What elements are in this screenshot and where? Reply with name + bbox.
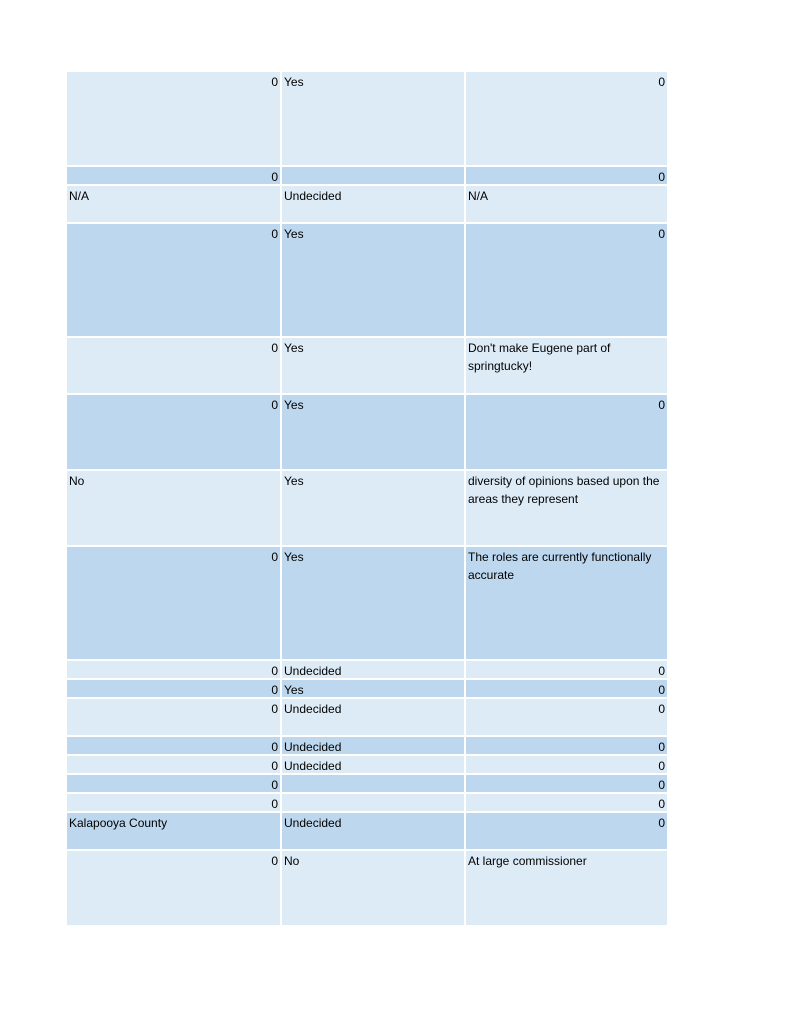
table-cell: Yes (282, 72, 464, 165)
table-row (67, 547, 665, 659)
table-cell: 0 (466, 661, 667, 678)
table-cell: 0 (67, 756, 280, 773)
table-cell: 0 (67, 224, 280, 336)
table-cell: Yes (282, 338, 464, 393)
table-row (67, 224, 665, 336)
table-cell: No (282, 851, 464, 925)
table-row (67, 851, 665, 925)
table-cell: 0 (466, 395, 667, 469)
table-cell: N/A (67, 186, 280, 222)
table-cell: Don't make Eugene part of springtucky! (466, 338, 667, 393)
table-cell: 0 (67, 395, 280, 469)
table-cell (282, 794, 464, 811)
table-row (67, 756, 665, 773)
table-cell: Kalapooya County (67, 813, 280, 849)
table-cell: Undecided (282, 186, 464, 222)
table-row (67, 167, 665, 184)
table-cell: 0 (67, 72, 280, 165)
table-row (67, 775, 665, 792)
table-cell: 0 (466, 775, 667, 792)
table-cell: 0 (466, 224, 667, 336)
table-cell (282, 775, 464, 792)
table-cell: Undecided (282, 661, 464, 678)
table-row (67, 737, 665, 754)
table-cell: 0 (466, 794, 667, 811)
table-row (67, 794, 665, 811)
table-cell: N/A (466, 186, 667, 222)
table-cell: diversity of opinions based upon the areas they represent (466, 471, 667, 545)
table-cell: Yes (282, 547, 464, 659)
table-cell: 0 (466, 756, 667, 773)
table-row (67, 813, 665, 849)
table-cell: 0 (466, 680, 667, 697)
table-cell: At large commissioner (466, 851, 667, 925)
table-cell (282, 167, 464, 184)
table-cell: Yes (282, 395, 464, 469)
table-cell: 0 (67, 699, 280, 735)
table-row (67, 680, 665, 697)
table-cell: Yes (282, 680, 464, 697)
table-cell: 0 (466, 699, 667, 735)
table-cell: Undecided (282, 813, 464, 849)
table-cell: 0 (67, 737, 280, 754)
table-row (67, 699, 665, 735)
table-cell: Undecided (282, 699, 464, 735)
table-cell: 0 (67, 851, 280, 925)
table-cell: The roles are currently functionally accurate (466, 547, 667, 659)
table-cell: 0 (67, 680, 280, 697)
table-cell: 0 (466, 737, 667, 754)
table-cell: Yes (282, 224, 464, 336)
table-cell: No (67, 471, 280, 545)
table-cell: 0 (67, 547, 280, 659)
table-cell: 0 (67, 338, 280, 393)
table-cell: 0 (67, 167, 280, 184)
table-cell: 0 (466, 72, 667, 165)
table-cell: 0 (67, 794, 280, 811)
table-row (67, 471, 665, 545)
table-row (67, 186, 665, 222)
table-row (67, 661, 665, 678)
table-cell: Undecided (282, 756, 464, 773)
table-cell: 0 (466, 167, 667, 184)
table-cell: Yes (282, 471, 464, 545)
table-cell: 0 (466, 813, 667, 849)
table-cell: 0 (67, 775, 280, 792)
table-row (67, 72, 665, 165)
spreadsheet-table (67, 72, 665, 927)
table-row (67, 395, 665, 469)
table-row (67, 338, 665, 393)
table-cell: Undecided (282, 737, 464, 754)
table-cell: 0 (67, 661, 280, 678)
